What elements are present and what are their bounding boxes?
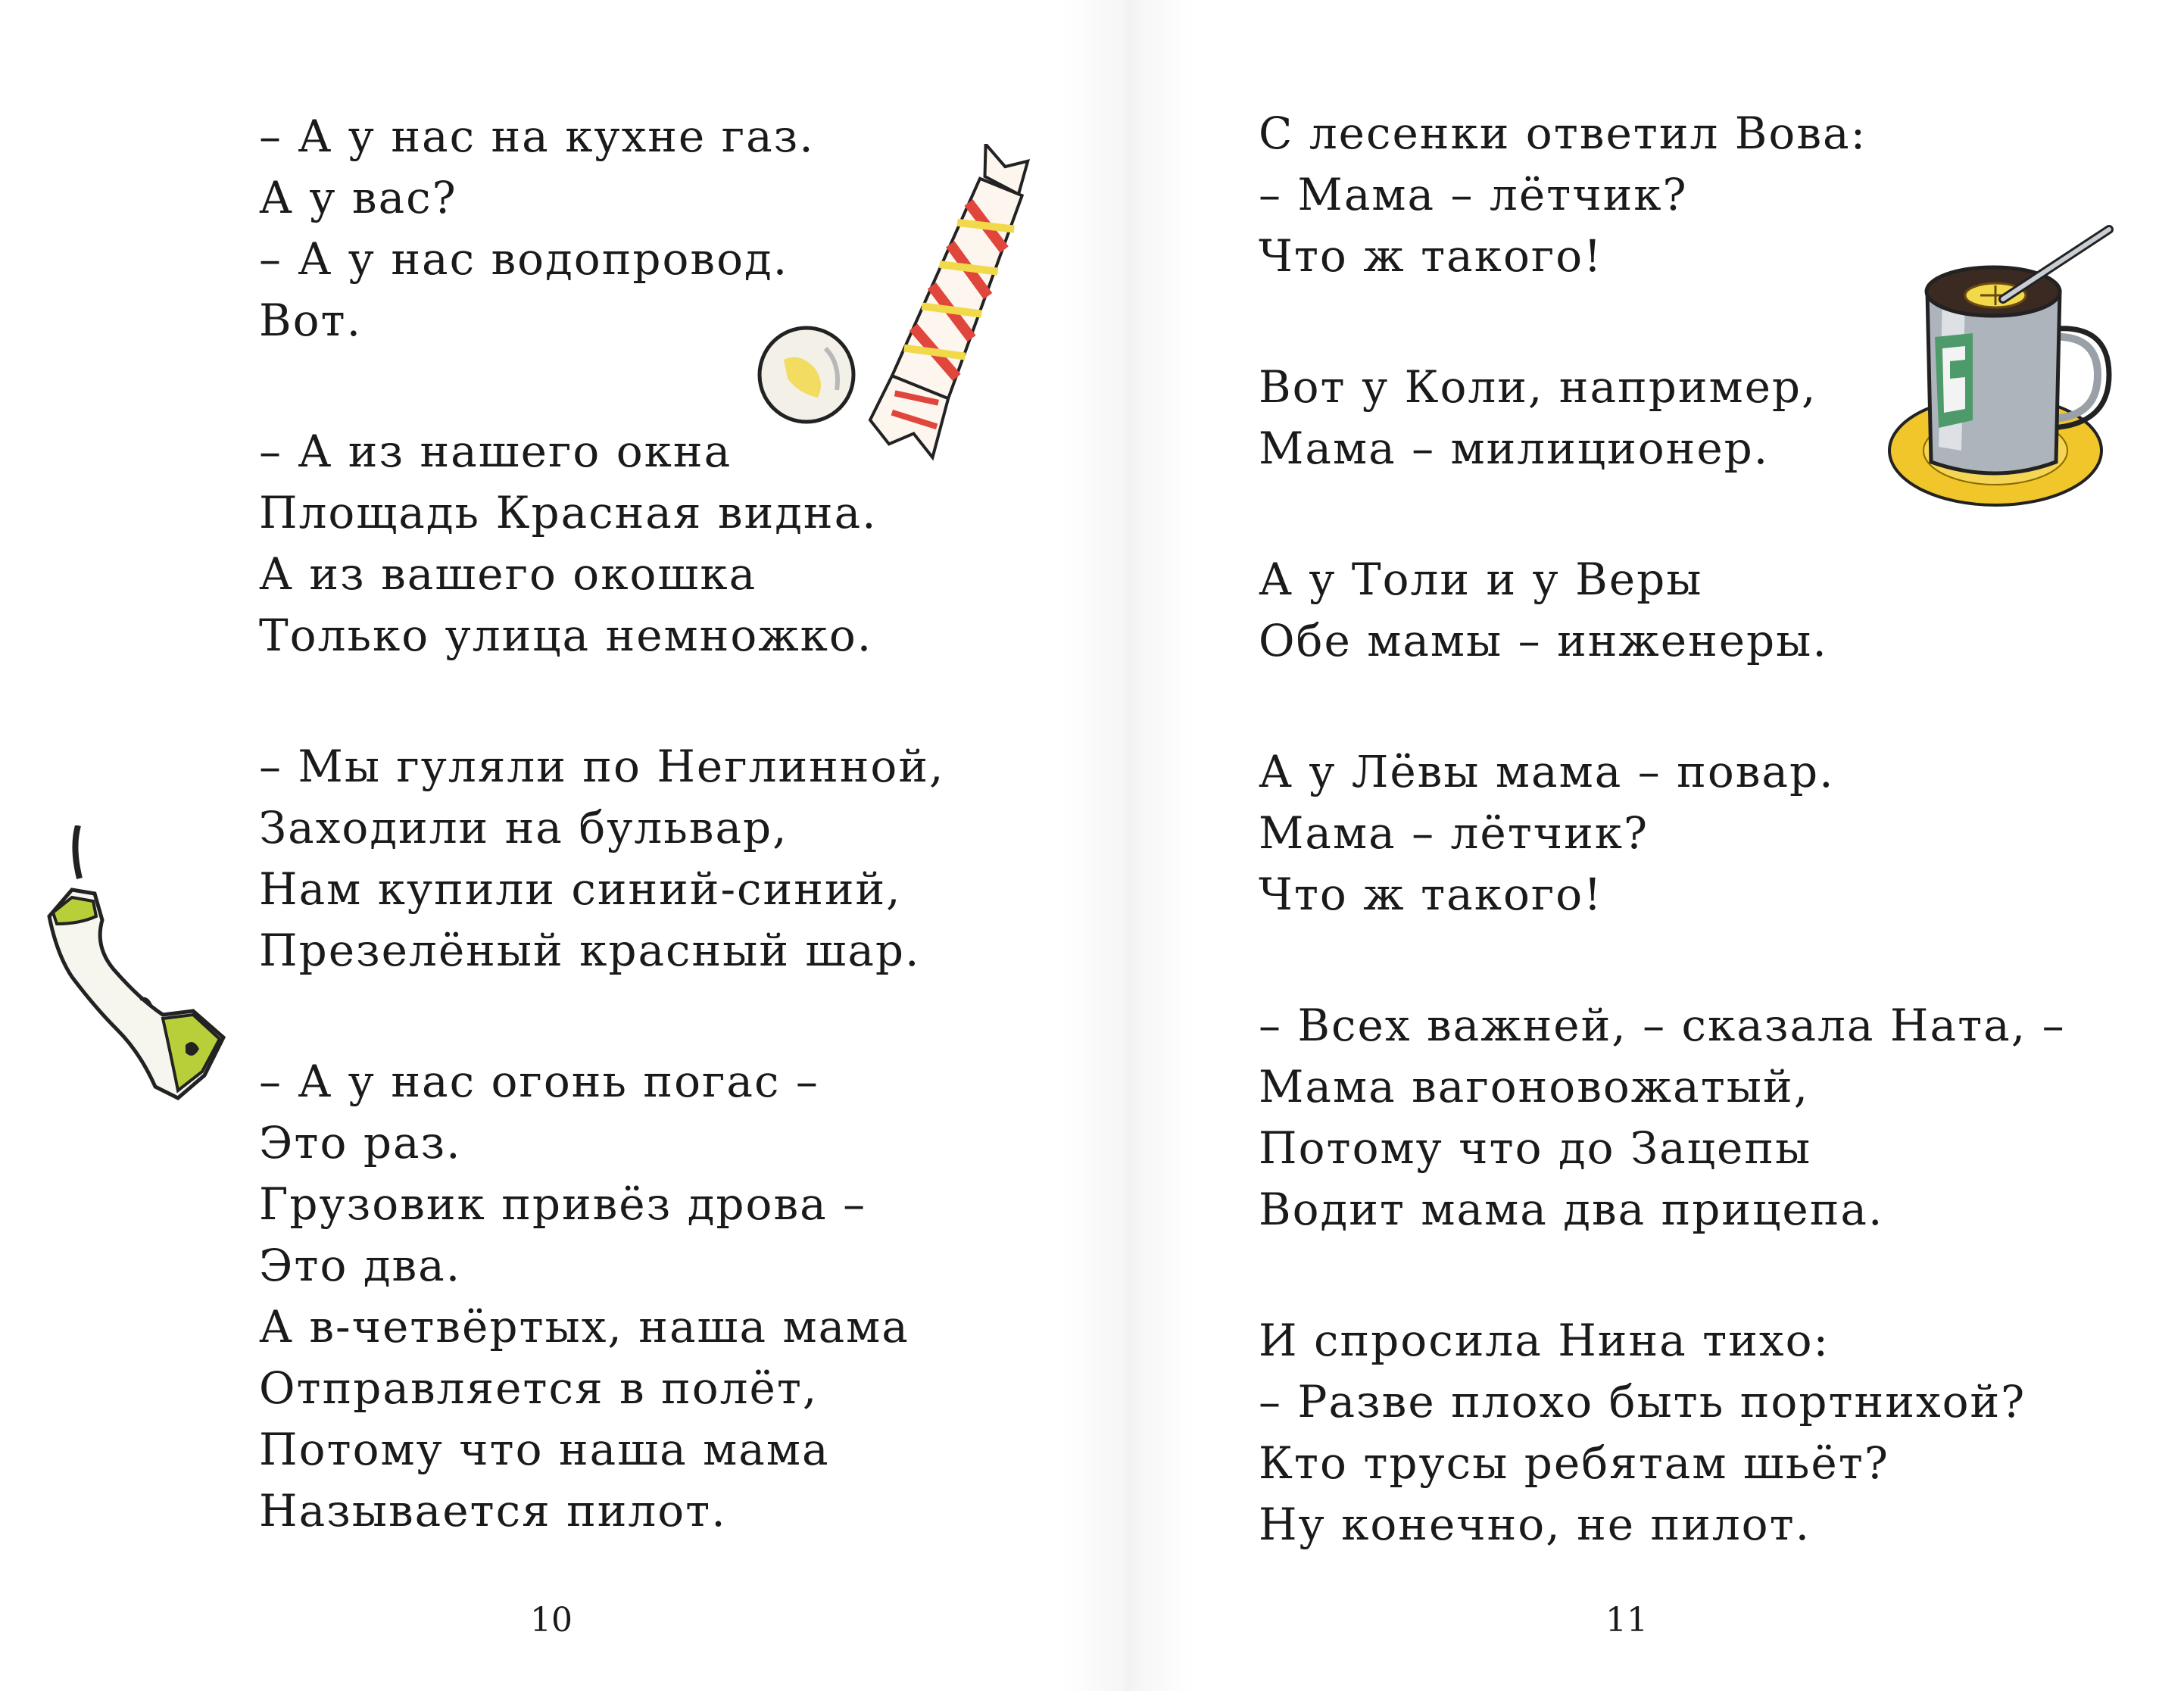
poem-line: Мама вагоновожатый, <box>1259 1061 1810 1112</box>
stanza <box>259 736 944 981</box>
poem-line: Нам купили синий-синий, <box>259 863 902 915</box>
poem-line: И спросила Нина тихо: <box>1259 1315 1830 1366</box>
poem-line: Мама – милиционер. <box>1259 423 1770 474</box>
poem-line: Площадь Красная видна. <box>259 487 878 538</box>
round-candy-icon <box>753 322 860 428</box>
poem-line: Потому что до Зацепы <box>1259 1122 1812 1174</box>
poem-line: Вот. <box>259 295 363 346</box>
poem-line: Кто трусы ребятам шьёт? <box>1259 1437 1889 1489</box>
stanza <box>1259 1310 2066 1555</box>
poem-line: А из вашего окошка <box>259 548 757 600</box>
poem-line: С лесенки ответил Вова: <box>1259 108 1867 159</box>
mug-icon <box>1882 223 2132 519</box>
poem-line: Мама – лётчик? <box>1259 807 1649 859</box>
poem-line: Это два. <box>259 1240 462 1291</box>
poem-line: А в-четвёртых, наша мама <box>259 1301 909 1352</box>
poem-line: Вот у Коли, например, <box>1259 361 1817 413</box>
poem-line: А у вас? <box>259 172 457 223</box>
page-number: 10 <box>530 1601 573 1640</box>
right-page <box>1090 0 2184 1691</box>
stanza <box>1259 741 2066 925</box>
poem-line: – А у нас водопровод. <box>259 233 789 285</box>
apple-core-icon <box>42 825 239 1113</box>
poem-line: – А у нас на кухне газ. <box>259 111 815 162</box>
poem-line: Только улица немножко. <box>259 610 873 661</box>
poem-line: Потому что наша мама <box>259 1424 830 1475</box>
poem-line: – А из нашего окна <box>259 426 732 477</box>
poem-line: Презелёный красный шар. <box>259 925 921 976</box>
poem-line: Отправляется в полёт, <box>259 1362 819 1414</box>
poem-line: А у Лёвы мама – повар. <box>1259 746 1835 797</box>
poem-line: Обе мамы – инженеры. <box>1259 615 1828 666</box>
stanza <box>259 1051 944 1542</box>
poem-line: – Мама – лётчик? <box>1259 169 1688 220</box>
poem-line: Грузовик привёз дрова – <box>259 1178 867 1230</box>
page-number: 11 <box>1605 1601 1648 1640</box>
poem-line: – Всех важней, – сказала Ната, – <box>1259 1000 2066 1051</box>
poem-line: Называется пилот. <box>259 1485 727 1537</box>
poem-line: А у Толи и у Веры <box>1259 554 1703 605</box>
poem-line: Заходили на бульвар, <box>259 802 788 853</box>
candy-icon <box>863 144 1045 462</box>
stanza <box>259 106 944 351</box>
stanza <box>259 421 944 666</box>
poem-line: Водит мама два прицепа. <box>1259 1184 1884 1235</box>
poem-line: – Мы гуляли по Неглинной, <box>259 741 945 792</box>
poem-line: Это раз. <box>259 1117 462 1168</box>
poem-line: Что ж такого! <box>1259 869 1603 920</box>
poem-line: – Разве плохо быть портнихой? <box>1259 1376 2026 1427</box>
stanza <box>1259 549 2066 672</box>
left-page <box>0 0 1090 1691</box>
poem-line: Ну конечно, не пилот. <box>1259 1499 1811 1550</box>
poem-line: – А у нас огонь погас – <box>259 1056 819 1107</box>
poem-line: Что ж такого! <box>1259 230 1603 282</box>
stanza <box>1259 995 2066 1240</box>
